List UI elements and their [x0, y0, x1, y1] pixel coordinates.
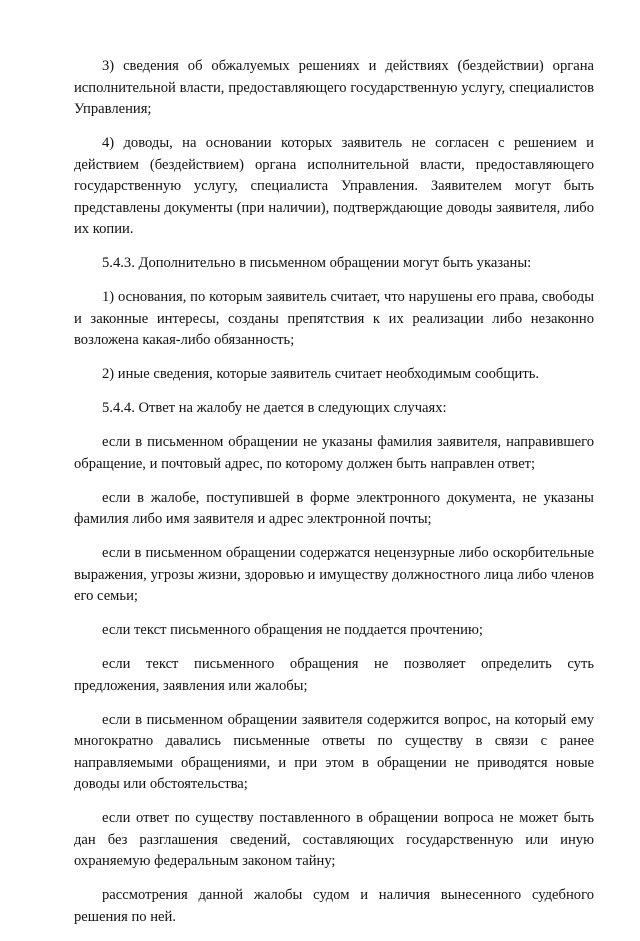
paragraph-item-4: 4) доводы, на основании которых заявитель не согласен с решением и действием (бездействием) органа исполнительной власти, предоставляющего государственную услугу, специалиста Управления. Заявителем могут быть представлены документы (при наличии), подтверждающие доводы заявителя, либо их копии.: [74, 135, 594, 237]
case-no-surname-address: если в письменном обращении не указаны фамилия заявителя, направившего обращение, и почтовый адрес, по которому должен быть направлен ответ;: [74, 434, 594, 472]
case-repeated-question: если в письменном обращении заявителя содержится вопрос, на который ему многократно давались письменные ответы по существу в связи с ранее направляемыми обращениями, и при этом в обращении не приводятся новые доводы или обстоятельства;: [74, 711, 594, 792]
document-page: [74, 56, 594, 941]
case-court-decision: рассмотрения данной жалобы судом и наличия вынесенного судебного решения по ней.: [74, 887, 594, 925]
paragraph-grounds: 1) основания, по которым заявитель считает, что нарушены его права, свободы и законные интересы, созданы препятствия к их реализации либо незаконно возложена какая-либо обязанность;: [74, 289, 594, 348]
paragraph-item-3: 3) сведения об обжалуемых решениях и действиях (бездействии) органа исполнительной власти, предоставляющего государственную услугу, специалистов Управления;: [74, 58, 594, 117]
paragraph-other-info: 2) иные сведения, которые заявитель считает необходимым сообщить.: [102, 366, 540, 382]
case-secret-info: если ответ по существу поставленного в обращении вопроса не может быть дан без разглашения сведений, составляющих государственную или иную охраняемую федеральным законом тайну;: [74, 810, 594, 869]
case-electronic-no-email: если в жалобе, поступившей в форме электронного документа, не указаны фамилия либо имя заявителя и адрес электронной почты;: [74, 489, 594, 527]
case-obscene-language: если в письменном обращении содержатся нецензурные либо оскорбительные выражения, угрозы жизни, здоровью и имуществу должностного лица либо членов его семьи;: [74, 545, 594, 604]
case-undefined-essence: если текст письменного обращения не позволяет определить суть предложения, заявления или жалобы;: [74, 656, 594, 694]
case-unreadable: если текст письменного обращения не поддается прочтению;: [102, 622, 483, 638]
section-5-4-4-heading: 5.4.4. Ответ на жалобу не дается в следующих случаях:: [102, 400, 447, 416]
section-5-4-3-heading: 5.4.3. Дополнительно в письменном обращении могут быть указаны:: [102, 255, 532, 271]
